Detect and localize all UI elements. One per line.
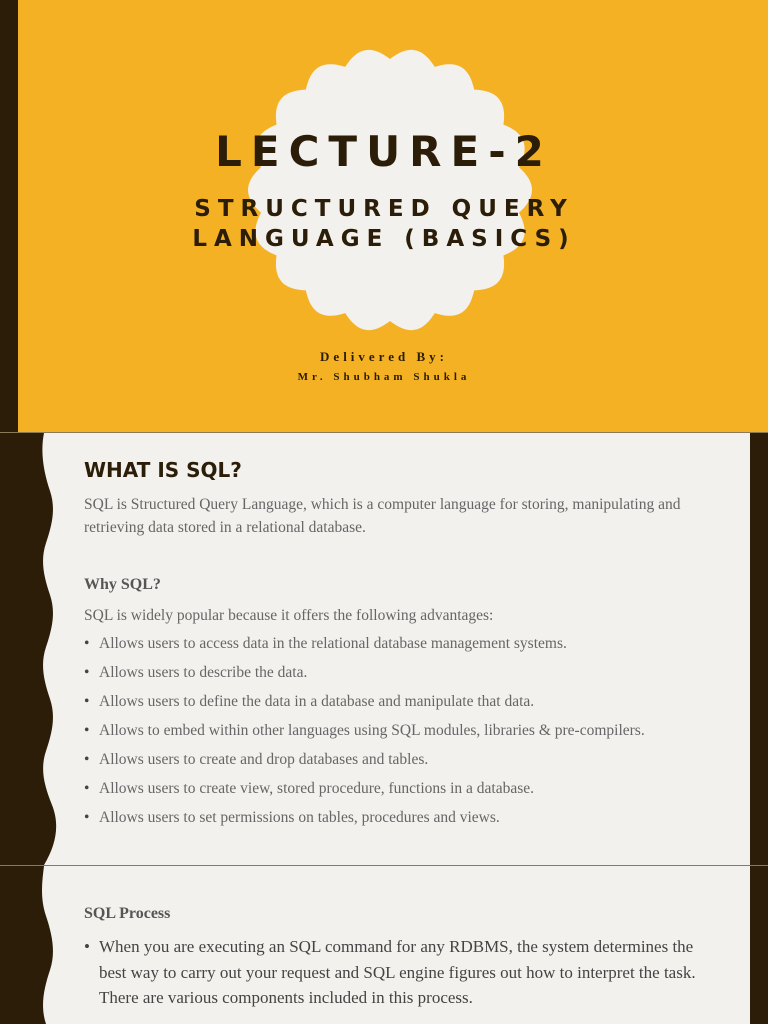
list-item: • Allows users to describe the data. bbox=[84, 661, 684, 684]
bullet-icon: • bbox=[84, 751, 90, 768]
process-list bbox=[84, 934, 704, 1011]
list-item: • Allows users to define the data in a database and manipulate that data. bbox=[84, 690, 684, 713]
slide-divider bbox=[0, 432, 768, 433]
bullet-icon: • bbox=[84, 664, 90, 681]
advantages-list bbox=[84, 632, 684, 835]
presenter-name: Mr. Shubham Shukla bbox=[297, 371, 471, 383]
bullet-icon: • bbox=[84, 780, 90, 797]
lecture-title: LECTURE-2 bbox=[215, 127, 553, 176]
list-item: • Allows to embed within other languages using SQL modules, libraries & pre-compilers. bbox=[84, 719, 684, 742]
list-item: • Allows users to access data in the relational database management systems. bbox=[84, 632, 684, 655]
list-item: • Allows users to create view, stored procedure, functions in a database. bbox=[84, 777, 684, 800]
list-item: • Allows users to create and drop databases and tables. bbox=[84, 748, 684, 771]
sql-definition: SQL is Structured Query Language, which is a computer language for storing, manipulating and retrieving data stored in a relational database. bbox=[84, 496, 681, 536]
what-is-sql-heading: WHAT IS SQL? bbox=[84, 458, 242, 482]
left-accent-bar bbox=[0, 0, 18, 432]
delivered-by-label: Delivered By: bbox=[320, 349, 448, 364]
why-sql-heading: Why SQL? bbox=[84, 576, 161, 593]
bullet-icon: • bbox=[84, 722, 90, 739]
bullet-icon: • bbox=[84, 809, 90, 826]
badge-shape bbox=[248, 50, 532, 330]
list-item: • When you are executing an SQL command for any RDBMS, the system determines the best way to carry out your request and SQL engine figures out how to interpret the task. There are various components included in this process. bbox=[84, 934, 704, 1011]
why-sql-intro: SQL is widely popular because it offers the following advantages: bbox=[84, 607, 494, 624]
slide-divider bbox=[0, 865, 768, 866]
scalloped-badge bbox=[236, 40, 544, 340]
sql-process-heading: SQL Process bbox=[84, 905, 171, 922]
list-item: • Allows users to set permissions on tables, procedures and views. bbox=[84, 806, 684, 829]
bullet-icon: • bbox=[84, 693, 90, 710]
bullet-icon: • bbox=[84, 635, 90, 652]
bullet-icon: • bbox=[84, 937, 90, 956]
title-slide bbox=[0, 0, 768, 432]
lecture-subtitle: STRUCTURED QUERY LANGUAGE (BASICS) bbox=[192, 196, 576, 252]
